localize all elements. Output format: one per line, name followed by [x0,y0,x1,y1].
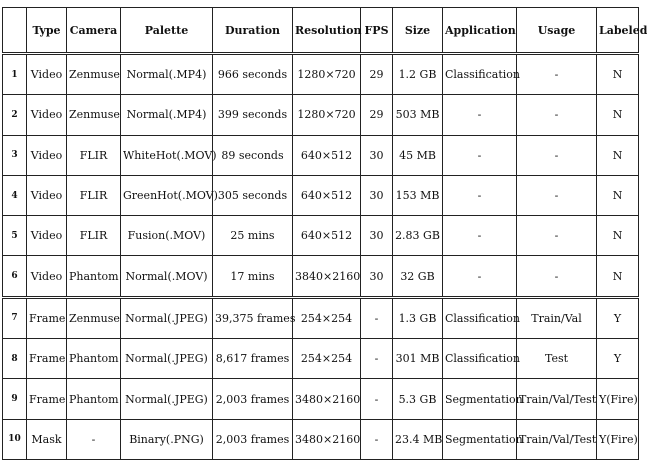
cell-duration: 966 seconds [213,54,293,95]
header-palette: Palette [121,8,213,54]
cell-resolution: 3480×2160 [293,379,361,419]
cell-usage: - [517,95,597,135]
cell-duration: 2,003 frames [213,419,293,459]
cell-application: - [443,256,517,297]
cell-application: - [443,135,517,175]
cell-application: - [443,216,517,256]
cell-usage: Train/Val/Test [517,419,597,459]
cell-palette: Normal(.MP4) [121,54,213,95]
cell-duration: 8,617 frames [213,339,293,379]
cell-resolution: 3840×2160 [293,256,361,297]
cell-labeled: N [597,95,639,135]
cell-size: 1.2 GB [393,54,443,95]
cell-palette: Binary(.PNG) [121,419,213,459]
cell-camera: Phantom [67,339,121,379]
cell-usage: Train/Val [517,297,597,338]
cell-duration: 39,375 frames [213,297,293,338]
cell-fps: 30 [361,135,393,175]
cell-camera: FLIR [67,216,121,256]
cell-resolution: 640×512 [293,175,361,215]
table-row [3,339,639,379]
table-row [3,95,639,135]
cell-labeled: N [597,256,639,297]
cell-palette: WhiteHot(.MOV) [121,135,213,175]
cell-camera: FLIR [67,135,121,175]
cell-duration: 399 seconds [213,95,293,135]
cell-index: 7 [3,297,27,338]
cell-index: 3 [3,135,27,175]
table-row [3,135,639,175]
cell-fps: 30 [361,216,393,256]
cell-camera: Zenmuse [67,297,121,338]
cell-application: - [443,95,517,135]
header-resolution: Resolution [293,8,361,54]
cell-palette: Normal(.MOV) [121,256,213,297]
cell-palette: Normal(.MP4) [121,95,213,135]
cell-size: 153 MB [393,175,443,215]
cell-resolution: 1280×720 [293,95,361,135]
cell-size: 45 MB [393,135,443,175]
cell-resolution: 3480×2160 [293,419,361,459]
cell-labeled: N [597,175,639,215]
cell-usage: Train/Val/Test [517,379,597,419]
cell-fps: 29 [361,54,393,95]
cell-resolution: 1280×720 [293,54,361,95]
cell-camera: - [67,419,121,459]
table-row [3,256,639,297]
cell-index: 8 [3,339,27,379]
cell-duration: 2,003 frames [213,379,293,419]
cell-labeled: N [597,135,639,175]
cell-usage: - [517,135,597,175]
cell-size: 503 MB [393,95,443,135]
cell-labeled: Y [597,339,639,379]
table-row [3,54,639,95]
dataset-table [2,7,647,460]
cell-application: - [443,175,517,215]
cell-usage: - [517,216,597,256]
cell-labeled: N [597,54,639,95]
header-camera: Camera [67,8,121,54]
header-duration: Duration [213,8,293,54]
table-row [3,216,639,256]
cell-labeled: N [597,216,639,256]
cell-duration: 17 mins [213,256,293,297]
dataset-table-container [2,7,647,460]
cell-resolution: 254×254 [293,297,361,338]
cell-palette: GreenHot(.MOV) [121,175,213,215]
cell-type: Frame [27,339,67,379]
cell-duration: 25 mins [213,216,293,256]
table-row [3,419,639,459]
cell-index: 6 [3,256,27,297]
cell-palette: Normal(.JPEG) [121,379,213,419]
cell-duration: 89 seconds [213,135,293,175]
cell-fps: 30 [361,256,393,297]
cell-size: 5.3 GB [393,379,443,419]
header-row [3,8,639,54]
cell-application: Classification [443,339,517,379]
cell-application: Segmentation [443,419,517,459]
cell-fps: 29 [361,95,393,135]
cell-fps: - [361,297,393,338]
cell-usage: Test [517,339,597,379]
cell-usage: - [517,256,597,297]
cell-camera: Phantom [67,256,121,297]
cell-index: 5 [3,216,27,256]
cell-camera: Zenmuse [67,95,121,135]
cell-size: 301 MB [393,339,443,379]
cell-index: 10 [3,419,27,459]
cell-duration: 305 seconds [213,175,293,215]
cell-camera: Phantom [67,379,121,419]
cell-usage: - [517,175,597,215]
cell-type: Video [27,175,67,215]
header-fps: FPS [361,8,393,54]
header-size: Size [393,8,443,54]
cell-resolution: 640×512 [293,135,361,175]
header-type: Type [27,8,67,54]
cell-type: Mask [27,419,67,459]
cell-palette: Fusion(.MOV) [121,216,213,256]
cell-index: 2 [3,95,27,135]
cell-fps: 30 [361,175,393,215]
cell-size: 1.3 GB [393,297,443,338]
cell-palette: Normal(.JPEG) [121,297,213,338]
cell-size: 2.83 GB [393,216,443,256]
header-index [3,8,27,54]
header-labeled: Labeled [597,8,639,54]
cell-labeled: Y(Fire) [597,419,639,459]
cell-palette: Normal(.JPEG) [121,339,213,379]
cell-type: Video [27,135,67,175]
cell-type: Video [27,54,67,95]
table-row [3,175,639,215]
cell-camera: Zenmuse [67,54,121,95]
cell-labeled: Y(Fire) [597,379,639,419]
cell-application: Segmentation [443,379,517,419]
header-application: Application [443,8,517,54]
cell-type: Video [27,256,67,297]
cell-size: 32 GB [393,256,443,297]
cell-resolution: 640×512 [293,216,361,256]
cell-type: Video [27,216,67,256]
cell-type: Video [27,95,67,135]
cell-type: Frame [27,297,67,338]
cell-index: 1 [3,54,27,95]
cell-fps: - [361,339,393,379]
cell-index: 9 [3,379,27,419]
cell-index: 4 [3,175,27,215]
cell-fps: - [361,419,393,459]
cell-application: Classification [443,297,517,338]
cell-usage: - [517,54,597,95]
table-body [3,54,639,460]
cell-type: Frame [27,379,67,419]
header-usage: Usage [517,8,597,54]
cell-labeled: Y [597,297,639,338]
cell-resolution: 254×254 [293,339,361,379]
table-row [3,297,639,338]
cell-application: Classification [443,54,517,95]
cell-size: 23.4 MB [393,419,443,459]
cell-fps: - [361,379,393,419]
table-row [3,379,639,419]
cell-camera: FLIR [67,175,121,215]
